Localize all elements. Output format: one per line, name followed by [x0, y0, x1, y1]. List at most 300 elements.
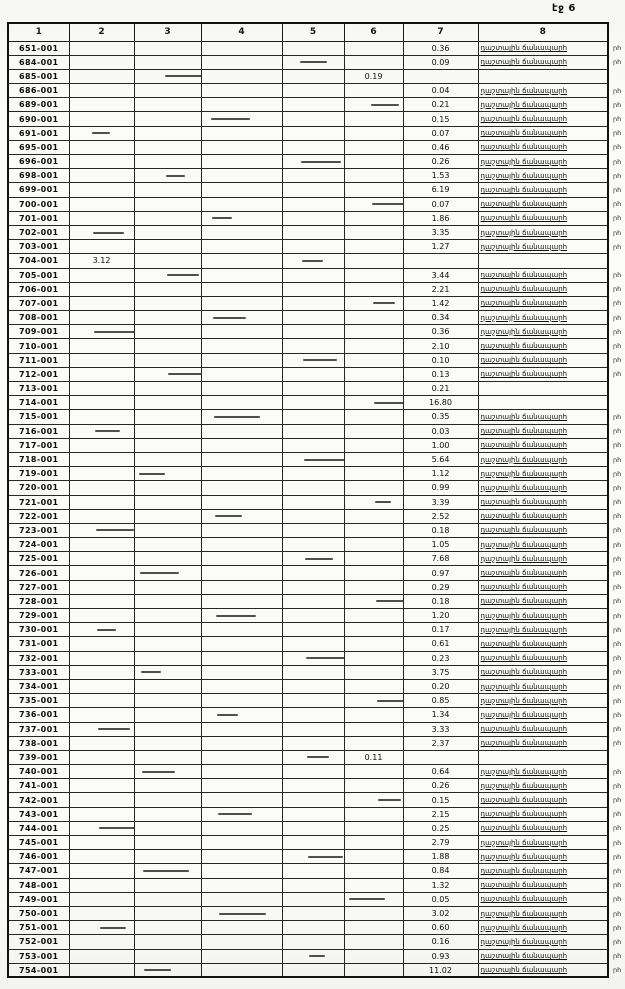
margin-fragment: րհ	[608, 296, 625, 310]
value-cell-col2	[69, 637, 134, 651]
value-cell-col5	[282, 282, 344, 296]
value-cell-col4	[201, 112, 282, 126]
land-type-cell: դաշտային ճանապարհ	[478, 580, 608, 594]
value-cell-col2	[69, 836, 134, 850]
value-cell-col3	[134, 750, 201, 764]
table-row	[8, 637, 625, 651]
value-cell-col4	[201, 452, 282, 466]
value-cell-col2	[69, 949, 134, 963]
margin-fragment: րհ	[608, 552, 625, 566]
margin-fragment	[608, 396, 625, 410]
value-cell-col5	[282, 807, 344, 821]
value-cell-col5	[282, 566, 344, 580]
value-cell-col6	[344, 722, 403, 736]
value-cell-col3	[134, 651, 201, 665]
table-row	[8, 892, 625, 906]
value-cell-col4	[201, 708, 282, 722]
value-cell-col3	[134, 637, 201, 651]
value-cell-col6	[344, 197, 403, 211]
parcel-id-cell: 651-001	[8, 41, 69, 55]
value-cell-col7: 0.46	[403, 140, 478, 154]
value-cell-col6	[344, 282, 403, 296]
value-cell-col2	[69, 84, 134, 98]
value-cell-col5	[282, 722, 344, 736]
parcel-id-cell: 744-001	[8, 821, 69, 835]
value-cell-col6	[344, 651, 403, 665]
parcel-id-cell: 736-001	[8, 708, 69, 722]
value-cell-col2	[69, 566, 134, 580]
table-row	[8, 481, 625, 495]
land-type-cell: դաշտային ճանապարհ	[478, 821, 608, 835]
value-cell-col2	[69, 367, 134, 381]
land-type-cell: դաշտային ճանապարհ	[478, 864, 608, 878]
value-cell-col4	[201, 538, 282, 552]
land-type-cell: դաշտային ճանապարհ	[478, 665, 608, 679]
value-cell-col6	[344, 424, 403, 438]
value-cell-col7: 6.19	[403, 183, 478, 197]
margin-fragment: րհ	[608, 183, 625, 197]
value-cell-col4	[201, 353, 282, 367]
column-header-7: 7	[403, 23, 478, 41]
value-cell-col3	[134, 311, 201, 325]
value-cell-col5	[282, 140, 344, 154]
value-cell-col5	[282, 84, 344, 98]
value-cell-col5	[282, 878, 344, 892]
land-type-cell: դաշտային ճանապարհ	[478, 651, 608, 665]
value-cell-col4	[201, 566, 282, 580]
value-cell-col3	[134, 906, 201, 920]
margin-fragment: րհ	[608, 623, 625, 637]
value-cell-col6	[344, 396, 403, 410]
parcel-id-cell: 739-001	[8, 750, 69, 764]
scan-smudge	[308, 856, 343, 858]
value-cell-col5	[282, 410, 344, 424]
parcel-id-cell: 732-001	[8, 651, 69, 665]
land-type-cell: դաշտային ճանապարհ	[478, 566, 608, 580]
value-cell-col5	[282, 963, 344, 977]
value-cell-col7: 0.85	[403, 694, 478, 708]
land-type-cell: դաշտային ճանապարհ	[478, 325, 608, 339]
scan-smudge	[143, 870, 189, 872]
value-cell-col2	[69, 69, 134, 83]
parcel-id-cell: 708-001	[8, 311, 69, 325]
value-cell-col3	[134, 282, 201, 296]
scan-smudge	[166, 175, 185, 177]
land-type-cell: դաշտային ճանապարհ	[478, 353, 608, 367]
parcel-id-cell: 719-001	[8, 467, 69, 481]
value-cell-col3	[134, 69, 201, 83]
margin-fragment: րհ	[608, 566, 625, 580]
land-type-cell: դաշտային ճանապարհ	[478, 850, 608, 864]
value-cell-col2	[69, 921, 134, 935]
land-type-cell	[478, 69, 608, 83]
value-cell-col4	[201, 807, 282, 821]
value-cell-col3	[134, 523, 201, 537]
table-row	[8, 935, 625, 949]
value-cell-col6	[344, 836, 403, 850]
value-cell-col4	[201, 665, 282, 679]
value-cell-col2	[69, 183, 134, 197]
table-row	[8, 452, 625, 466]
parcel-id-cell: 698-001	[8, 169, 69, 183]
land-type-cell: դաշտային ճանապարհ	[478, 126, 608, 140]
scan-smudge	[375, 501, 391, 503]
value-cell-col7: 0.93	[403, 949, 478, 963]
land-type-cell: դաշտային ճանապարհ	[478, 679, 608, 693]
parcel-id-cell: 705-001	[8, 268, 69, 282]
value-cell-col2	[69, 552, 134, 566]
value-cell-col7: 1.34	[403, 708, 478, 722]
value-cell-col6	[344, 325, 403, 339]
parcel-id-cell: 748-001	[8, 878, 69, 892]
margin-fragment: րհ	[608, 240, 625, 254]
value-cell-col6	[344, 523, 403, 537]
value-cell-col4	[201, 694, 282, 708]
value-cell-col6	[344, 566, 403, 580]
parcel-id-cell: 714-001	[8, 396, 69, 410]
value-cell-col2	[69, 339, 134, 353]
parcel-id-cell: 735-001	[8, 694, 69, 708]
value-cell-col3	[134, 367, 201, 381]
value-cell-col3	[134, 169, 201, 183]
table-row	[8, 949, 625, 963]
value-cell-col2	[69, 963, 134, 977]
value-cell-col6	[344, 339, 403, 353]
margin-fragment: րհ	[608, 282, 625, 296]
scan-smudge	[139, 473, 165, 475]
value-cell-col2	[69, 892, 134, 906]
value-cell-col6	[344, 410, 403, 424]
value-cell-col3	[134, 140, 201, 154]
parcel-id-cell: 741-001	[8, 779, 69, 793]
scan-smudge	[374, 402, 404, 404]
table-row	[8, 339, 625, 353]
value-cell-col2	[69, 282, 134, 296]
value-cell-col3	[134, 552, 201, 566]
value-cell-col5	[282, 382, 344, 396]
table-row	[8, 112, 625, 126]
land-type-cell: դաշտային ճանապարհ	[478, 211, 608, 225]
value-cell-col4	[201, 155, 282, 169]
land-type-cell: դաշտային ճանապարհ	[478, 921, 608, 935]
table-row	[8, 169, 625, 183]
value-cell-col6	[344, 140, 403, 154]
parcel-id-cell: 711-001	[8, 353, 69, 367]
value-cell-col3	[134, 921, 201, 935]
value-cell-col2	[69, 98, 134, 112]
land-type-cell: դաշտային ճանապարհ	[478, 878, 608, 892]
parcel-id-cell: 751-001	[8, 921, 69, 935]
parcel-id-cell: 740-001	[8, 765, 69, 779]
table-row	[8, 864, 625, 878]
value-cell-col6	[344, 84, 403, 98]
land-type-cell: դաշտային ճանապարհ	[478, 112, 608, 126]
value-cell-col4	[201, 410, 282, 424]
value-cell-col2	[69, 750, 134, 764]
table-row	[8, 311, 625, 325]
value-cell-col3	[134, 353, 201, 367]
value-cell-col5	[282, 651, 344, 665]
table-row	[8, 296, 625, 310]
value-cell-col2	[69, 140, 134, 154]
value-cell-col3	[134, 410, 201, 424]
value-cell-col6: 0.11	[344, 750, 403, 764]
table-row	[8, 694, 625, 708]
parcel-id-cell: 700-001	[8, 197, 69, 211]
margin-fragment: րհ	[608, 807, 625, 821]
value-cell-col6	[344, 155, 403, 169]
parcel-id-cell: 722-001	[8, 509, 69, 523]
margin-fragment: րհ	[608, 509, 625, 523]
value-cell-col5	[282, 126, 344, 140]
table-row	[8, 382, 625, 396]
value-cell-col3	[134, 623, 201, 637]
margin-fragment: րհ	[608, 906, 625, 920]
margin-fragment: րհ	[608, 765, 625, 779]
value-cell-col5	[282, 523, 344, 537]
table-row	[8, 367, 625, 381]
scan-smudge	[373, 302, 395, 304]
land-type-cell: դաշտային ճանապարհ	[478, 906, 608, 920]
table-row	[8, 679, 625, 693]
value-cell-col4	[201, 495, 282, 509]
land-type-cell: դաշտային ճանապարհ	[478, 424, 608, 438]
value-cell-col3	[134, 949, 201, 963]
value-cell-col4	[201, 296, 282, 310]
scan-smudge	[376, 600, 404, 602]
value-cell-col5	[282, 850, 344, 864]
value-cell-col2	[69, 169, 134, 183]
margin-spacer	[608, 23, 625, 41]
margin-fragment: րհ	[608, 708, 625, 722]
table-row	[8, 467, 625, 481]
scan-smudge	[213, 317, 246, 319]
table-row	[8, 821, 625, 835]
value-cell-col7: 1.53	[403, 169, 478, 183]
value-cell-col7: 2.21	[403, 282, 478, 296]
margin-fragment: րհ	[608, 84, 625, 98]
scan-smudge	[303, 359, 337, 361]
value-cell-col7: 0.99	[403, 481, 478, 495]
value-cell-col3	[134, 325, 201, 339]
value-cell-col5	[282, 41, 344, 55]
parcel-id-cell: 721-001	[8, 495, 69, 509]
value-cell-col7: 16.80	[403, 396, 478, 410]
parcel-id-cell: 707-001	[8, 296, 69, 310]
value-cell-col2	[69, 112, 134, 126]
scan-smudge	[94, 331, 135, 333]
value-cell-col5	[282, 736, 344, 750]
table-row	[8, 765, 625, 779]
value-cell-col5	[282, 679, 344, 693]
value-cell-col6	[344, 240, 403, 254]
scan-smudge	[142, 771, 175, 773]
value-cell-col4	[201, 268, 282, 282]
scan-smudge	[97, 629, 116, 631]
value-cell-col5	[282, 594, 344, 608]
value-cell-col6	[344, 55, 403, 69]
parcel-id-cell: 746-001	[8, 850, 69, 864]
margin-fragment: րհ	[608, 325, 625, 339]
value-cell-col7: 2.79	[403, 836, 478, 850]
value-cell-col2	[69, 424, 134, 438]
scan-smudge	[95, 430, 120, 432]
value-cell-col6	[344, 254, 403, 268]
land-type-cell: դաշտային ճանապարհ	[478, 452, 608, 466]
value-cell-col4	[201, 580, 282, 594]
scan-smudge	[306, 657, 345, 659]
value-cell-col4	[201, 240, 282, 254]
value-cell-col3	[134, 339, 201, 353]
land-type-cell: դաշտային ճանապարհ	[478, 183, 608, 197]
table-row	[8, 836, 625, 850]
land-type-cell: դաշտային ճանապարհ	[478, 552, 608, 566]
value-cell-col3	[134, 821, 201, 835]
value-cell-col4	[201, 552, 282, 566]
margin-fragment: րհ	[608, 935, 625, 949]
parcel-id-cell: 733-001	[8, 665, 69, 679]
value-cell-col5	[282, 892, 344, 906]
land-type-cell: դաշտային ճանապարհ	[478, 410, 608, 424]
land-type-cell: դաշտային ճանապարհ	[478, 438, 608, 452]
value-cell-col6	[344, 679, 403, 693]
value-cell-col3	[134, 382, 201, 396]
value-cell-col4	[201, 637, 282, 651]
value-cell-col2	[69, 325, 134, 339]
value-cell-col3	[134, 55, 201, 69]
margin-fragment	[608, 254, 625, 268]
land-type-cell: դաշտային ճանապարհ	[478, 892, 608, 906]
value-cell-col2	[69, 708, 134, 722]
value-cell-col3	[134, 41, 201, 55]
value-cell-col6	[344, 438, 403, 452]
column-header-6: 6	[344, 23, 403, 41]
value-cell-col6	[344, 694, 403, 708]
margin-fragment: րհ	[608, 112, 625, 126]
value-cell-col7: 0.26	[403, 155, 478, 169]
scan-smudge	[165, 75, 202, 77]
land-type-cell: դաշտային ճանապարհ	[478, 467, 608, 481]
value-cell-col7: 1.32	[403, 878, 478, 892]
value-cell-col7: 3.35	[403, 225, 478, 239]
scan-smudge	[100, 927, 126, 929]
table-row	[8, 84, 625, 98]
margin-fragment: րհ	[608, 651, 625, 665]
value-cell-col5	[282, 481, 344, 495]
margin-fragment: րհ	[608, 197, 625, 211]
value-cell-col3	[134, 155, 201, 169]
scan-smudge	[92, 132, 110, 134]
parcel-id-cell: 715-001	[8, 410, 69, 424]
value-cell-col5	[282, 112, 344, 126]
margin-fragment: րհ	[608, 98, 625, 112]
value-cell-col6	[344, 807, 403, 821]
scan-smudge	[93, 232, 124, 234]
parcel-id-cell: 720-001	[8, 481, 69, 495]
value-cell-col4	[201, 793, 282, 807]
value-cell-col2	[69, 41, 134, 55]
value-cell-col7: 1.42	[403, 296, 478, 310]
margin-fragment: րհ	[608, 836, 625, 850]
land-type-cell: դաշտային ճանապարհ	[478, 765, 608, 779]
value-cell-col3	[134, 580, 201, 594]
parcel-id-cell: 710-001	[8, 339, 69, 353]
land-type-cell: դաշտային ճանապարհ	[478, 311, 608, 325]
value-cell-col6	[344, 225, 403, 239]
value-cell-col7: 1.27	[403, 240, 478, 254]
value-cell-col5	[282, 339, 344, 353]
value-cell-col2	[69, 651, 134, 665]
value-cell-col6	[344, 41, 403, 55]
table-row	[8, 240, 625, 254]
land-type-cell: դաշտային ճանապարհ	[478, 140, 608, 154]
margin-fragment: րհ	[608, 694, 625, 708]
table-row	[8, 140, 625, 154]
table-row	[8, 552, 625, 566]
scan-smudge	[219, 913, 266, 915]
margin-fragment: րհ	[608, 821, 625, 835]
value-cell-col7	[403, 750, 478, 764]
scan-smudge	[216, 615, 256, 617]
value-cell-col5	[282, 467, 344, 481]
value-cell-col6	[344, 708, 403, 722]
value-cell-col2	[69, 438, 134, 452]
land-type-cell: դաշտային ճանապարհ	[478, 367, 608, 381]
value-cell-col3	[134, 538, 201, 552]
value-cell-col3	[134, 225, 201, 239]
value-cell-col2	[69, 665, 134, 679]
value-cell-col6	[344, 495, 403, 509]
parcel-id-cell: 718-001	[8, 452, 69, 466]
margin-fragment: րհ	[608, 736, 625, 750]
value-cell-col2	[69, 864, 134, 878]
value-cell-col4	[201, 424, 282, 438]
value-cell-col5	[282, 495, 344, 509]
table-row	[8, 155, 625, 169]
table-row	[8, 665, 625, 679]
table-row	[8, 41, 625, 55]
value-cell-col7: 2.52	[403, 509, 478, 523]
margin-fragment: րհ	[608, 424, 625, 438]
margin-fragment: րհ	[608, 921, 625, 935]
value-cell-col6	[344, 949, 403, 963]
value-cell-col3	[134, 694, 201, 708]
scan-smudge	[96, 529, 134, 531]
value-cell-col2	[69, 197, 134, 211]
value-cell-col2	[69, 225, 134, 239]
value-cell-col7: 0.36	[403, 325, 478, 339]
land-type-cell: դաշտային ճանապարհ	[478, 296, 608, 310]
table-row	[8, 850, 625, 864]
value-cell-col2	[69, 396, 134, 410]
value-cell-col5	[282, 665, 344, 679]
value-cell-col4	[201, 282, 282, 296]
value-cell-col2	[69, 623, 134, 637]
value-cell-col5	[282, 609, 344, 623]
value-cell-col7: 0.09	[403, 55, 478, 69]
margin-fragment: րհ	[608, 722, 625, 736]
scan-smudge	[211, 118, 250, 120]
value-cell-col5	[282, 921, 344, 935]
table-row	[8, 708, 625, 722]
value-cell-col7: 1.05	[403, 538, 478, 552]
value-cell-col4	[201, 225, 282, 239]
parcel-id-cell: 706-001	[8, 282, 69, 296]
parcel-id-cell: 724-001	[8, 538, 69, 552]
value-cell-col5	[282, 296, 344, 310]
parcel-id-cell: 713-001	[8, 382, 69, 396]
value-cell-col3	[134, 609, 201, 623]
